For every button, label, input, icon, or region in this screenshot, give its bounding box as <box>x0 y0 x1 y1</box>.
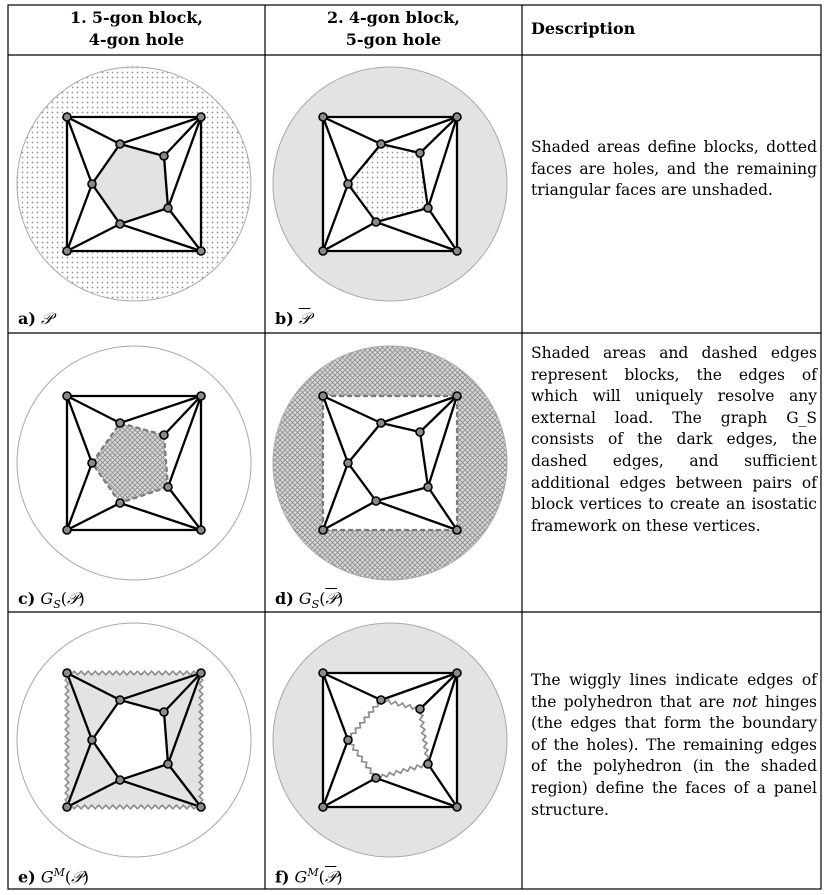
vertex <box>319 803 327 811</box>
header-col1 <box>8 7 265 51</box>
caption-d-sub: S <box>311 598 320 612</box>
vertex <box>63 392 71 400</box>
caption-c-label: c) <box>18 589 36 608</box>
caption-d: d) $G_S(𝒫)$ <box>275 589 344 612</box>
vertex <box>160 152 168 160</box>
vertex <box>453 526 461 534</box>
vertex <box>63 247 71 255</box>
header-col1-line2: 4-gon hole <box>88 30 185 49</box>
header-col2 <box>265 7 522 51</box>
vertex <box>344 459 352 467</box>
vertex <box>197 669 205 677</box>
vertex <box>319 526 327 534</box>
description-row3-a: The wiggly lines indicate edges of the polyhedron that are <box>531 671 817 711</box>
caption-a-label: a) <box>18 309 36 328</box>
panel-d <box>273 346 507 580</box>
vertex <box>377 140 385 148</box>
vertex <box>116 776 124 784</box>
header-col2-num: 2. <box>327 8 344 27</box>
caption-d-arg: 𝒫 <box>325 589 337 608</box>
vertex <box>63 526 71 534</box>
header-col3: Description <box>531 19 636 38</box>
vertex <box>372 774 380 782</box>
caption-e-label: e) <box>18 867 36 887</box>
caption-a-math: 𝒫 <box>41 309 53 328</box>
header-col2-line2: 5-gon hole <box>345 30 442 49</box>
caption-c-arg: 𝒫 <box>66 589 79 608</box>
vertex <box>377 696 385 704</box>
vertex <box>424 483 432 491</box>
vertex <box>453 113 461 121</box>
vertex <box>424 760 432 768</box>
vertex <box>88 736 96 744</box>
vertex <box>197 392 205 400</box>
caption-c-sub: S <box>53 598 61 612</box>
vertex <box>116 499 124 507</box>
vertex <box>319 669 327 677</box>
vertex <box>160 708 168 716</box>
vertex <box>424 204 432 212</box>
panel-f <box>273 623 507 857</box>
caption-e-sup: M <box>53 866 65 879</box>
vertex <box>63 113 71 121</box>
caption-e: e) $G^M(𝒫)$ <box>18 866 89 887</box>
description-row3-b: hinges (the edges that form the boundary of the holes). The remaining edges of the polyhedron (in the shaded region) define the faces of a panel structure. <box>531 692 817 819</box>
vertex <box>88 180 96 188</box>
caption-c: c) $G_S(𝒫)$ <box>18 589 85 612</box>
panel-c <box>17 346 251 580</box>
caption-e-arg: 𝒫 <box>71 867 83 887</box>
vertex <box>116 220 124 228</box>
vertex <box>453 669 461 677</box>
vertex <box>453 247 461 255</box>
vertex <box>453 392 461 400</box>
description-row2: Shaded areas and dashed edges represent blocks, the edges of which will uniquely resolve any external load. The graph G_S consists of the dark edges, the dashed edges, and sufficient additional edges between pairs of block vertices to create an isostatic framework on these vertices. <box>531 344 817 535</box>
vertex <box>197 113 205 121</box>
caption-b-label: b) <box>275 309 294 328</box>
vertex <box>416 149 424 157</box>
panel-e <box>17 623 251 857</box>
description-row1: Shaded areas define blocks, dotted faces are holes, and the remaining triangular faces are unshaded. <box>531 138 817 200</box>
caption-f-label: f) <box>275 867 290 887</box>
caption-f-math: G <box>294 867 308 887</box>
vertex <box>116 419 124 427</box>
header-col2-line1: 4-gon block, <box>348 8 460 27</box>
vertex <box>116 696 124 704</box>
caption-d-label: d) <box>275 589 294 608</box>
caption-b <box>275 309 310 329</box>
vertex <box>197 247 205 255</box>
vertex <box>164 204 172 212</box>
vertex <box>319 392 327 400</box>
caption-f-sup: M <box>307 866 319 879</box>
vertex <box>453 803 461 811</box>
vertex <box>116 140 124 148</box>
vertex <box>197 526 205 534</box>
vertex <box>344 736 352 744</box>
vertex <box>344 180 352 188</box>
vertex <box>319 247 327 255</box>
caption-c-math: G <box>40 589 54 608</box>
vertex <box>416 428 424 436</box>
vertex <box>319 113 327 121</box>
panel-a <box>17 67 251 301</box>
caption-a <box>18 309 53 329</box>
description-row3 <box>531 670 817 821</box>
vertex <box>88 459 96 467</box>
vertex <box>377 419 385 427</box>
header-col1-num: 1. <box>70 8 87 27</box>
vertex <box>416 705 424 713</box>
vertex <box>164 760 172 768</box>
panel-b <box>273 67 507 301</box>
vertex <box>63 803 71 811</box>
vertex <box>63 669 71 677</box>
vertex <box>372 218 380 226</box>
vertex <box>372 497 380 505</box>
description-row3-emph: not <box>732 692 758 711</box>
caption-b-math: 𝒫 <box>298 309 311 328</box>
caption-f: f) $G^M(𝒫)$ <box>275 866 343 887</box>
caption-d-math: G <box>298 589 312 608</box>
vertex <box>160 431 168 439</box>
caption-f-arg: 𝒫 <box>324 867 337 887</box>
caption-e-math: G <box>40 867 54 887</box>
vertex <box>164 483 172 491</box>
header-col1-line1: 5-gon block, <box>91 8 203 27</box>
vertex <box>197 803 205 811</box>
